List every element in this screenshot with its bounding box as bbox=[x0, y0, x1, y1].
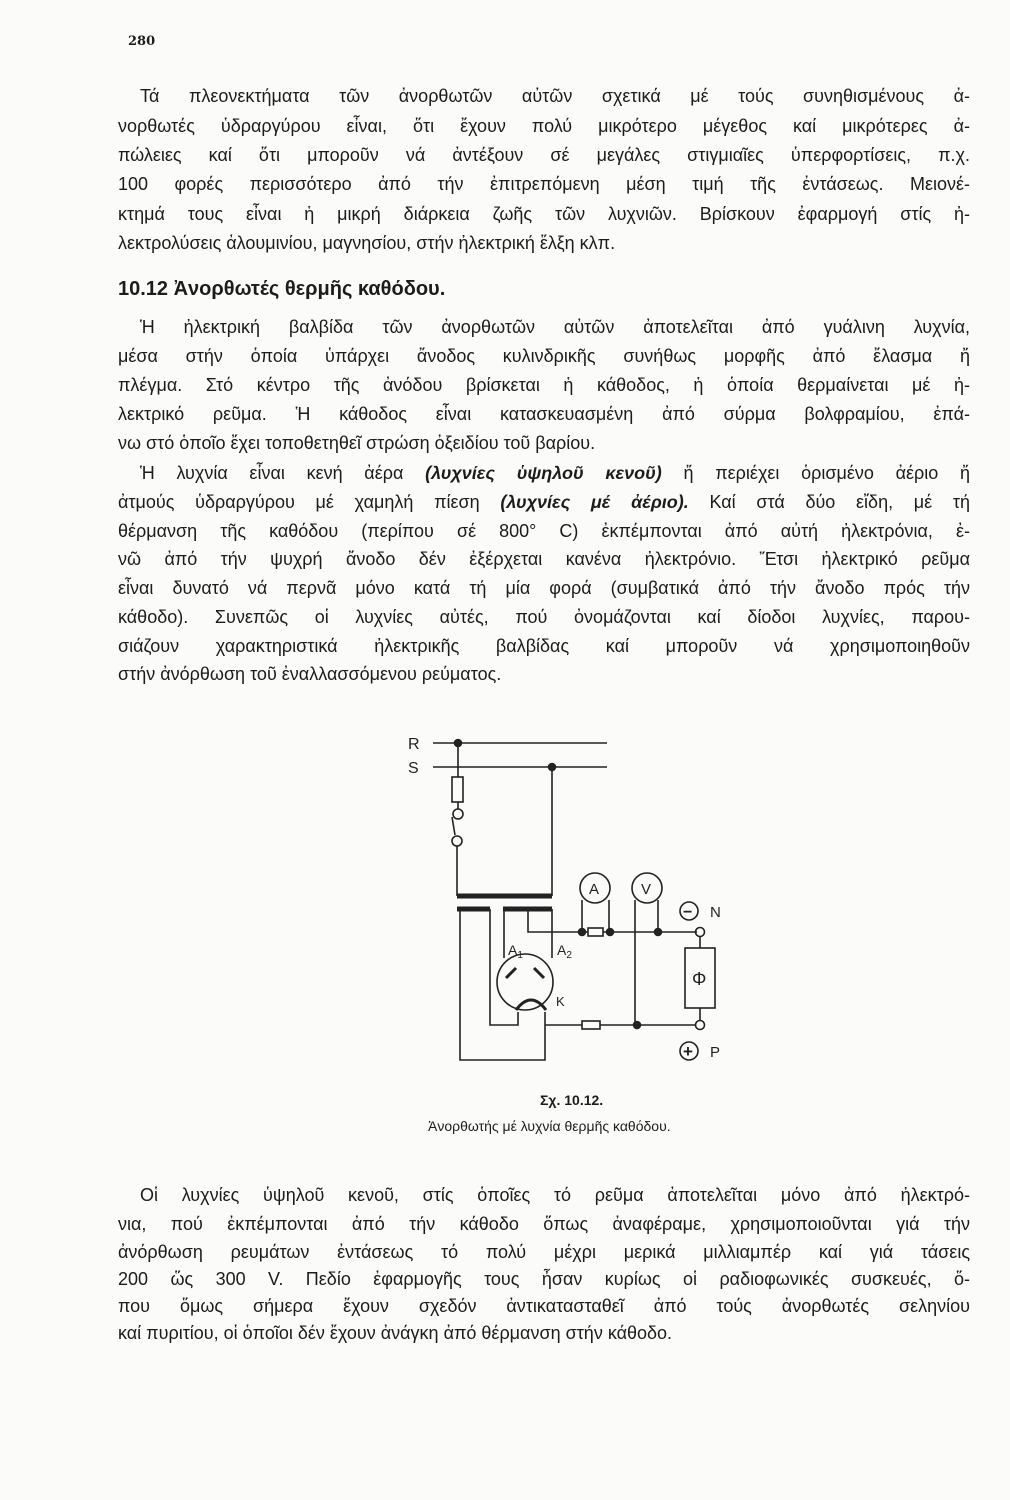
label-a2: $A_2$ bbox=[557, 942, 572, 961]
text-segment: ἤ περιέχει ὁρισμένο ἀέριο ἤ bbox=[661, 463, 970, 483]
figure-number: Σχ. 10.12. bbox=[540, 1092, 604, 1108]
label-r: R bbox=[408, 736, 420, 753]
label-k: K bbox=[556, 994, 565, 1009]
text-line: νια, πού ἐκπέμπονται ἀπό τήν κάθοδο ὅπως ἀναφέραμε, χρησιμοποιοῦνται γιά τήν bbox=[118, 1214, 970, 1234]
text-line: Τά πλεονεκτήματα τῶν ἀνορθωτῶν αὐτῶν σχετικά μέ τούς συνηθισμένους ἀ- bbox=[140, 86, 970, 106]
text-line: νορθωτές ὑδραργύρου εἶναι, ὅτι ἔχουν πολύ μικρότερο μέγεθος καί μικρότερες ἀ- bbox=[118, 116, 970, 136]
shunt-icon bbox=[588, 928, 603, 936]
label-p: P bbox=[710, 1044, 721, 1061]
text-line: λεκτρολύσεις ἀλουμινίου, μαγνησίου, στήν ἠλεκτρική ἕλξη κλπ. bbox=[118, 233, 616, 253]
label-voltmeter: V bbox=[641, 881, 652, 898]
label-s: S bbox=[408, 760, 419, 777]
label-phi: Φ bbox=[692, 969, 707, 989]
text-line bbox=[140, 462, 970, 484]
svg-text:+: + bbox=[683, 1042, 693, 1061]
figure-caption: Ἀνορθωτής μέ λυχνία θερμῆς καθόδου. bbox=[428, 1118, 671, 1134]
text-line bbox=[118, 491, 970, 513]
switch-blade bbox=[452, 817, 455, 835]
text-line: εἶναι δυνατό νά περνᾶ μόνο κατά τή μία φορά (συμβατικά ἀπό τήν ἄνοδο πρός τήν bbox=[118, 578, 970, 598]
svg-text:−: − bbox=[683, 904, 693, 921]
fuse-icon bbox=[582, 1021, 600, 1029]
text-line: Οἱ λυχνίες ὑψηλοῦ κενοῦ, στίς ὁποῖες τό ρεῦμα ἀποτελεῖται μόνο ἀπό ἠλεκτρό- bbox=[140, 1185, 970, 1205]
text-line: ἀνόρθωση ρευμάτων ἐντάσεως τό πολύ μέχρι μερικά μιλλιαμπέρ καί γιά τάσεις bbox=[118, 1242, 970, 1262]
emphasis-term: (λυχνίες ὑψηλοῦ κενοῦ) bbox=[425, 463, 662, 483]
emphasis-term: (λυχνίες μέ ἀέριο). bbox=[500, 492, 689, 512]
text-line: νω στό ὁποῖο ἔχει τοποθετηθεῖ στρώση ὀξειδίου τοῦ βαρίου. bbox=[118, 433, 596, 453]
text-line: καί πυριτίου, οἱ ὁποῖοι δέν ἔχουν ἀνάγκη ἀπό θέρμανση στήν κάθοδο. bbox=[118, 1323, 673, 1343]
text-line: σιάζουν χαρακτηριστικά ἠλεκτρικῆς βαλβίδας καί μποροῦν νά χρησιμοποιηθοῦν bbox=[118, 636, 970, 656]
text-line: νῶ ἀπό τήν ψυχρή ἄνοδο δέν ἐξέρχεται κανένα ἠλεκτρόνιο. Ἔτσι ἠλεκτρικό ρεῦμα bbox=[118, 549, 970, 569]
terminal-p bbox=[696, 1021, 705, 1030]
label-n: N bbox=[710, 904, 721, 921]
text-line: 200 ὥς 300 V. Πεδίο ἐφαρμογῆς τους ἦσαν κυρίως οἱ ραδιοφωνικές συσκευές, ὅ- bbox=[118, 1269, 970, 1289]
fuse-icon bbox=[452, 777, 463, 802]
label-ammeter: A bbox=[589, 881, 600, 898]
switch-terminal bbox=[453, 809, 463, 819]
text-segment: ἀτμούς ὑδραργύρου μέ χαμηλή πίεση bbox=[118, 492, 501, 512]
text-line: λεκτρικό ρεῦμα. Ἡ κάθοδος εἶναι κατασκευασμένη ἀπό σύρμα βολφραμίου, ἐπά- bbox=[118, 404, 970, 424]
switch-terminal bbox=[452, 836, 462, 846]
text-line: μέσα στήν ὁποία ὑπάρχει ἄνοδος κυλινδρικῆς συνήθως μορφῆς ἀπό ἔλασμα ἤ bbox=[118, 346, 970, 366]
anode-a2 bbox=[534, 968, 544, 978]
text-line: 100 φορές περισσότερο ἀπό τήν ἐπιτρεπόμενη μέση τιμή τῆς ἐντάσεως. Μειονέ- bbox=[118, 174, 970, 194]
text-line: θέρμανση τῆς καθόδου (περίπου σέ 800° C) ἐκπέμπονται ἀπό αὐτή ἠλεκτρόνια, ἐ- bbox=[118, 521, 970, 541]
text-segment: Ἡ λυχνία εἶναι κενή ἀέρα bbox=[140, 463, 426, 483]
text-line: πλέγμα. Στό κέντρο τῆς ἀνόδου βρίσκεται ἡ κάθοδος, ἡ ὁποία θερμαίνεται μέ ἠ- bbox=[118, 375, 970, 395]
text-line: πώλειες καί ὅτι μποροῦν νά ἀντέξουν σέ μεγάλες στιγμιαῖες ὑπερφορτίσεις, π.χ. bbox=[118, 145, 970, 165]
anode-a1 bbox=[506, 968, 516, 978]
text-line: που ὅμως σήμερα ἔχουν σχεδόν ἀντικατασταθεῖ ἀπό τούς ἀνορθωτές σεληνίου bbox=[118, 1296, 970, 1316]
text-segment: Καί στά δύο εἴδη, μέ τή bbox=[688, 492, 970, 512]
page-number: 280 bbox=[128, 34, 156, 49]
text-line: στήν ἀνόρθωση τοῦ ἐναλλασσόμενου ρεύματος. bbox=[118, 664, 502, 684]
text-line: κτημά τους εἶναι ἡ μικρή διάρκεια ζωῆς τῶν λυχνιῶν. Βρίσκουν ἐφαρμογή στίς ἠ- bbox=[118, 204, 970, 224]
text-line: κάθοδο). Συνεπῶς οἱ λυχνίες αὐτές, πού ὀνομάζονται καί δίοδοι λυχνίες, παρου- bbox=[118, 607, 970, 627]
section-heading: 10.12 Ἀνορθωτές θερμῆς καθόδου. bbox=[118, 278, 446, 300]
text-line: Ἡ ἠλεκτρική βαλβίδα τῶν ἀνορθωτῶν αὐτῶν ἀποτελεῖται ἀπό γυάλινη λυχνία, bbox=[140, 317, 970, 337]
cathode bbox=[516, 1000, 546, 1010]
label-a1: $A_1$ bbox=[508, 942, 523, 961]
rectifier-circuit-diagram bbox=[400, 720, 750, 1090]
